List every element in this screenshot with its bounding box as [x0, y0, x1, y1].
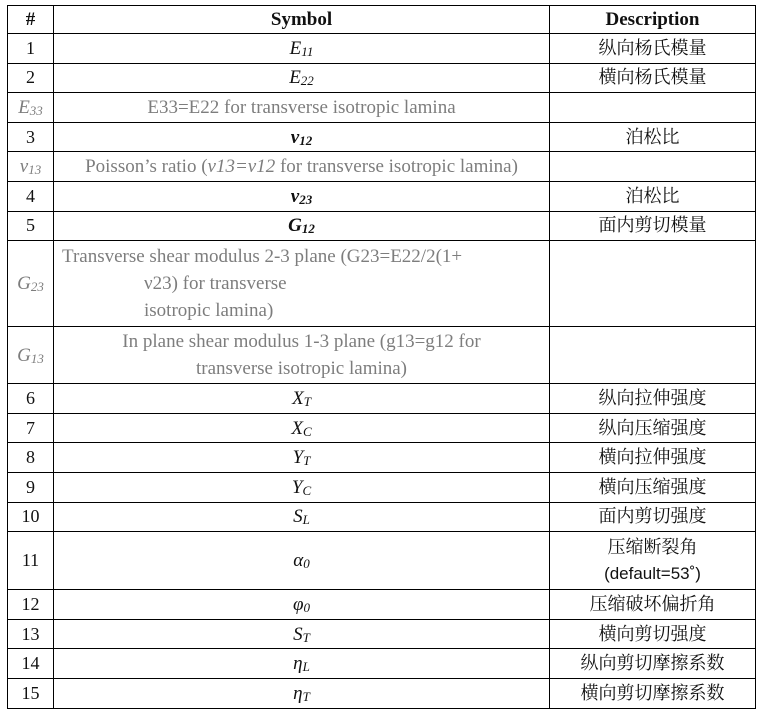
parameter-table-container	[7, 5, 756, 709]
row-number: 12	[8, 590, 54, 620]
row-description: 面内剪切强度	[550, 502, 756, 532]
row-description: 纵向拉伸强度	[550, 384, 756, 414]
row-number: 14	[8, 649, 54, 679]
header-num: #	[8, 6, 54, 34]
row-description: 纵向杨氏模量	[550, 34, 756, 64]
row-note: Poisson’s ratio (ν13=ν12 for transverse isotropic lamina)	[54, 152, 550, 182]
table-row	[8, 63, 756, 93]
row-number-symbol: $G_{13}$	[8, 327, 54, 384]
table-row	[8, 211, 756, 241]
row-description: 纵向剪切摩擦系数	[550, 649, 756, 679]
row-number: 11	[8, 532, 54, 590]
row-number: 8	[8, 443, 54, 473]
table-row-note	[8, 93, 756, 123]
table-row-note	[8, 152, 756, 182]
row-number: 1	[8, 34, 54, 64]
row-number: 15	[8, 678, 54, 708]
row-symbol: $E_{11}$	[54, 34, 550, 64]
table-row	[8, 443, 756, 473]
header-description: Description	[550, 6, 756, 34]
row-number-symbol: $\nu_{13}$	[8, 152, 54, 182]
row-number-symbol: $G_{23}$	[8, 241, 54, 327]
row-description: 纵向压缩强度	[550, 413, 756, 443]
row-symbol: $\nu_{23}$	[54, 181, 550, 211]
table-row	[8, 619, 756, 649]
row-description-empty	[550, 152, 756, 182]
row-description-empty	[550, 327, 756, 384]
row-number: 6	[8, 384, 54, 414]
row-symbol: $X_T$	[54, 384, 550, 414]
row-description: 泊松比	[550, 122, 756, 152]
table-row	[8, 384, 756, 414]
row-note: Transverse shear modulus 2-3 plane (G23=E22/2(1+ ν23) for transverse isotropic lamina)	[54, 241, 550, 327]
row-number: 4	[8, 181, 54, 211]
table-row	[8, 678, 756, 708]
row-symbol: $X_C$	[54, 413, 550, 443]
row-symbol: $S_T$	[54, 619, 550, 649]
table-row	[8, 413, 756, 443]
row-number: 13	[8, 619, 54, 649]
row-symbol: $E_{22}$	[54, 63, 550, 93]
row-note: In plane shear modulus 1-3 plane (g13=g12 for transverse isotropic lamina)	[54, 327, 550, 384]
table-row	[8, 532, 756, 590]
table-row	[8, 502, 756, 532]
table-header-row	[8, 6, 756, 34]
row-symbol: $\alpha_0$	[54, 532, 550, 590]
row-number: 3	[8, 122, 54, 152]
row-number: 7	[8, 413, 54, 443]
parameter-table	[7, 5, 756, 709]
header-symbol: Symbol	[54, 6, 550, 34]
row-number: 9	[8, 472, 54, 502]
row-symbol: $\varphi_0$	[54, 590, 550, 620]
row-symbol: $Y_T$	[54, 443, 550, 473]
table-row	[8, 122, 756, 152]
table-row	[8, 649, 756, 679]
row-description: 压缩断裂角 (default=53˚)	[550, 532, 756, 590]
row-symbol: $\eta_L$	[54, 649, 550, 679]
row-number: 2	[8, 63, 54, 93]
table-row-note	[8, 241, 756, 327]
row-symbol: $S_L$	[54, 502, 550, 532]
row-description: 横向拉伸强度	[550, 443, 756, 473]
row-description: 横向压缩强度	[550, 472, 756, 502]
table-row	[8, 472, 756, 502]
row-symbol: $Y_C$	[54, 472, 550, 502]
table-row	[8, 34, 756, 64]
row-description: 压缩破坏偏折角	[550, 590, 756, 620]
row-description: 横向剪切强度	[550, 619, 756, 649]
row-number-symbol: $E_{33}$	[8, 93, 54, 123]
table-row	[8, 590, 756, 620]
row-symbol: $\nu_{12}$	[54, 122, 550, 152]
row-note: E33=E22 for transverse isotropic lamina	[54, 93, 550, 123]
row-description: 面内剪切模量	[550, 211, 756, 241]
row-description: 横向杨氏模量	[550, 63, 756, 93]
row-symbol: $G_{12}$	[54, 211, 550, 241]
row-description-empty	[550, 241, 756, 327]
table-row	[8, 181, 756, 211]
row-number: 10	[8, 502, 54, 532]
row-description: 泊松比	[550, 181, 756, 211]
row-symbol: $\eta_T$	[54, 678, 550, 708]
row-description: 横向剪切摩擦系数	[550, 678, 756, 708]
table-row-note	[8, 327, 756, 384]
row-description-empty	[550, 93, 756, 123]
row-number: 5	[8, 211, 54, 241]
